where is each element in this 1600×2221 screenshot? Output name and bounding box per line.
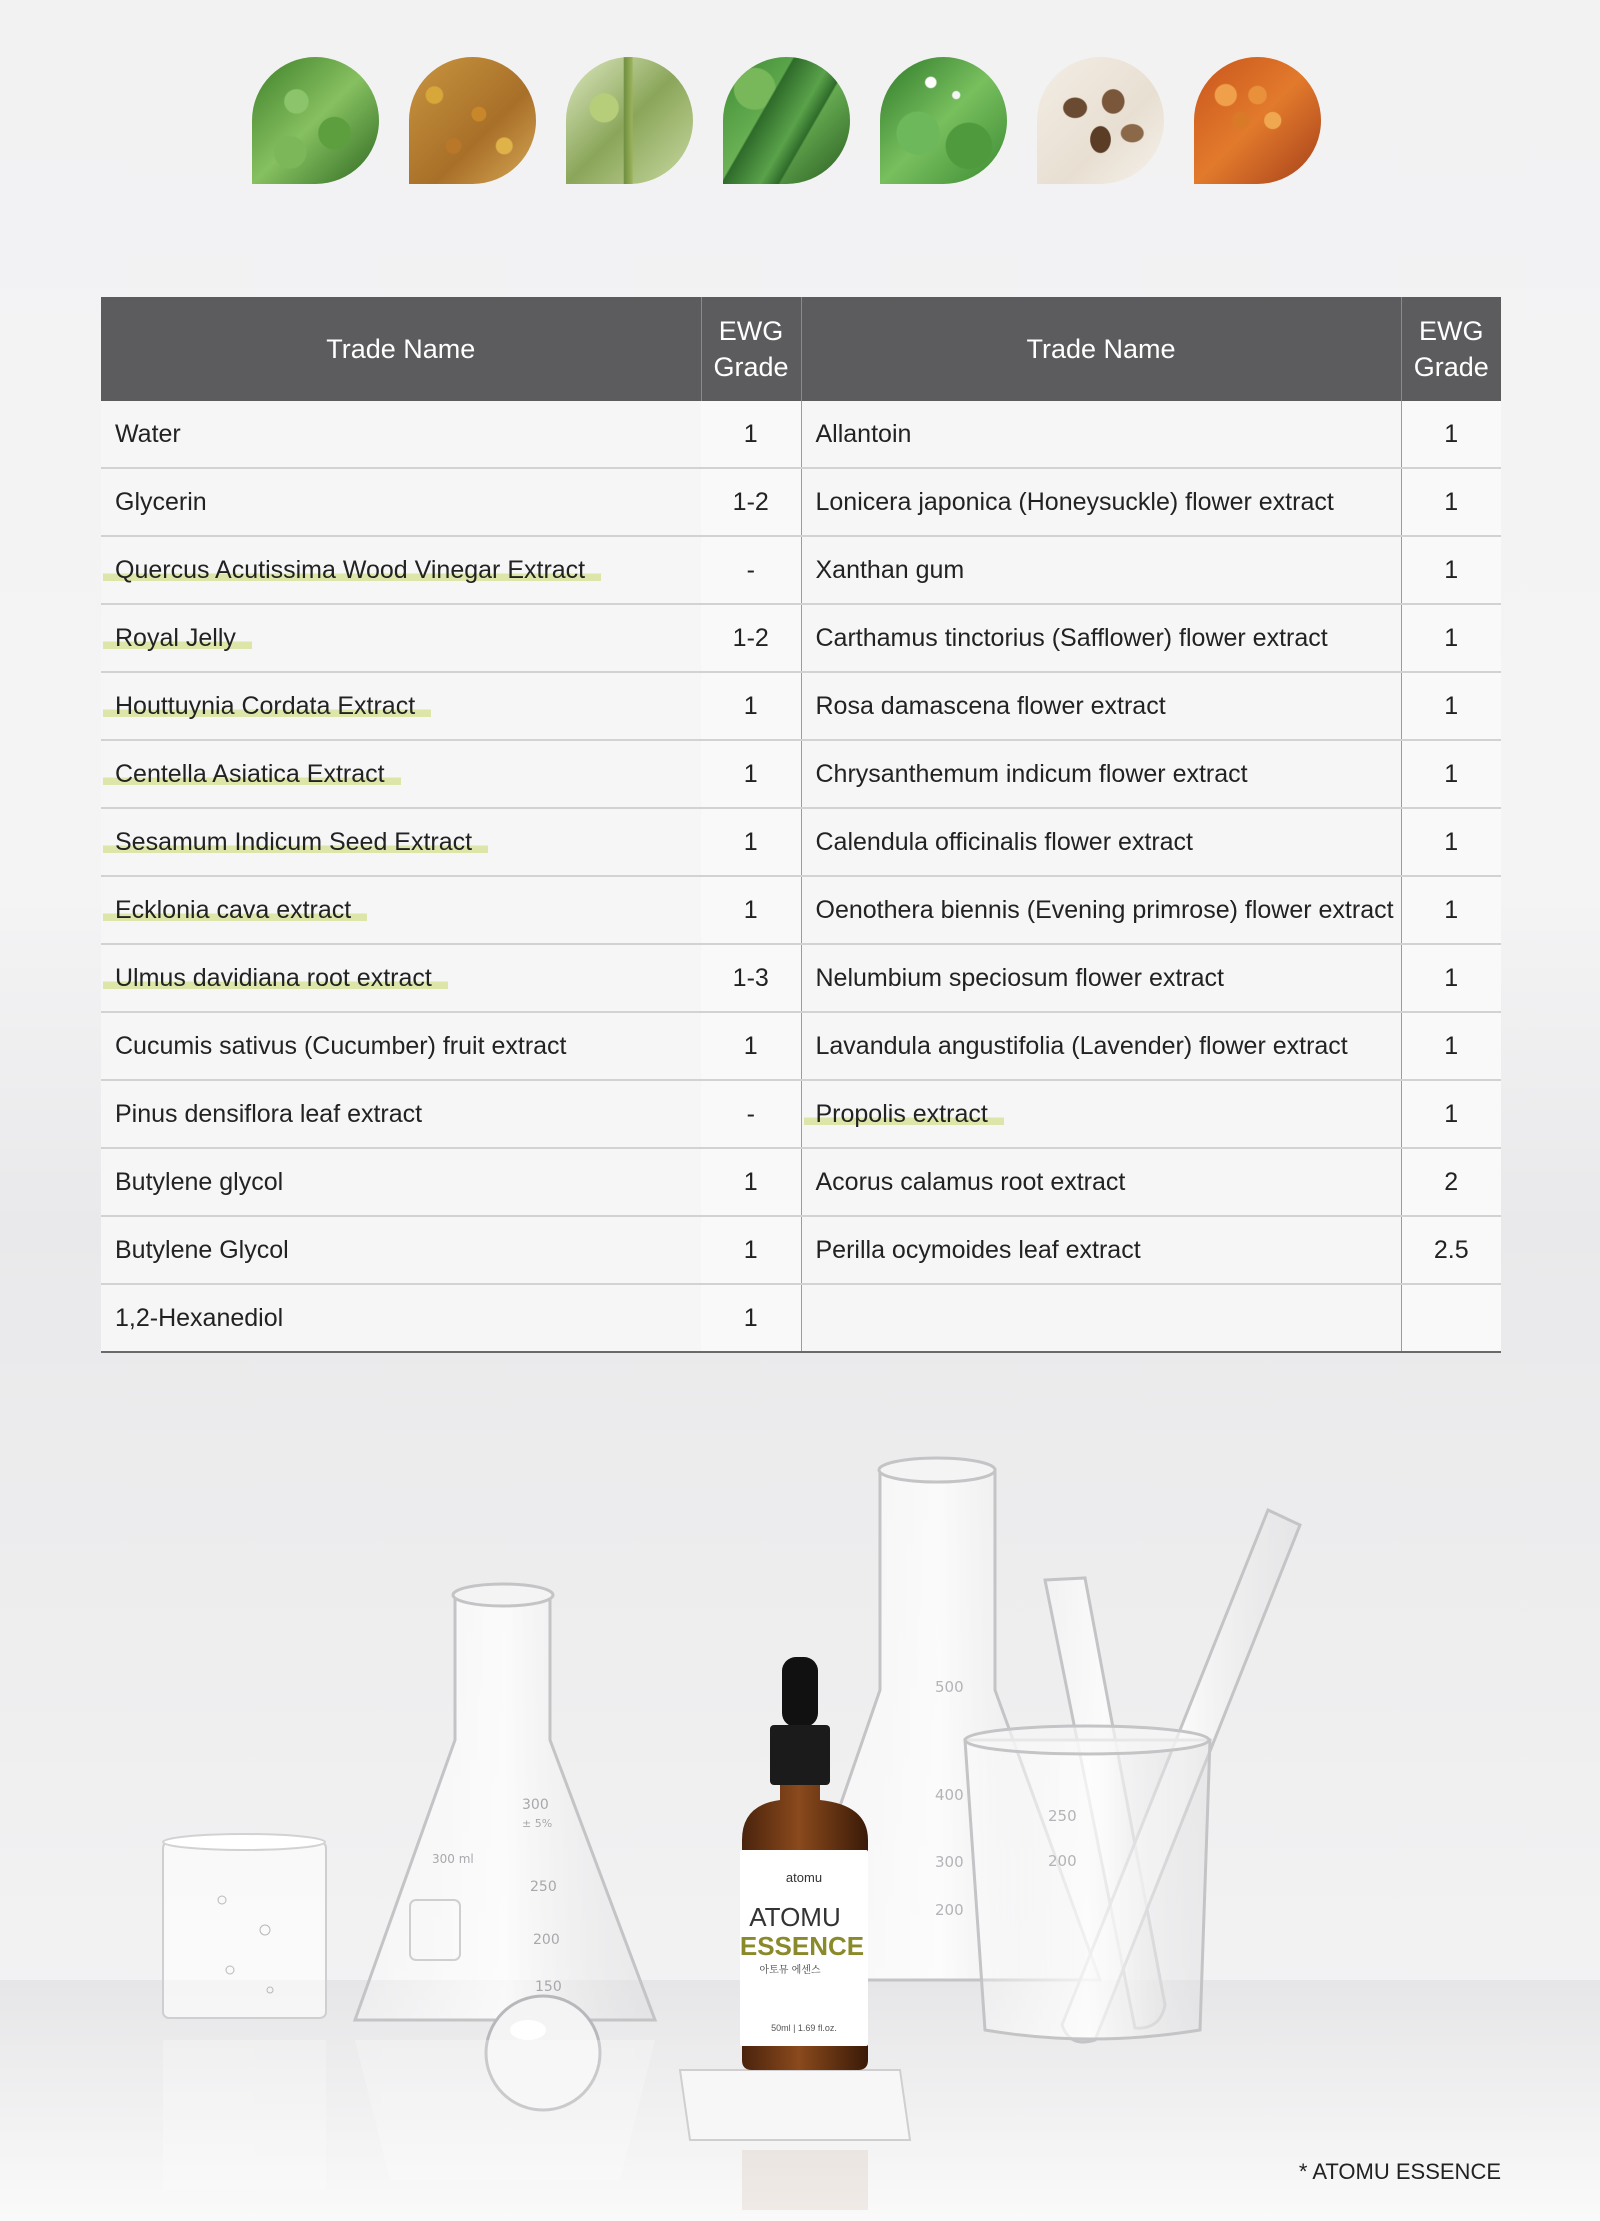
small-flask-volume-label: 300 ml — [432, 1852, 474, 1866]
table-row — [101, 468, 1501, 536]
right-ewg-grade: 1 — [1401, 604, 1501, 672]
right-ewg-grade — [1401, 1284, 1501, 1352]
header-ewg-grade-right: EWG Grade — [1401, 297, 1501, 401]
table-row — [101, 604, 1501, 672]
bottle-title-essence: ESSENCE — [739, 1931, 865, 1961]
header-trade-name-left: Trade Name — [101, 297, 701, 401]
product-caption: * ATOMU ESSENCE — [1298, 2159, 1501, 2184]
highlighted-ingredient: Ecklonia cava extract — [103, 896, 367, 924]
table-row — [101, 401, 1501, 468]
small-flask-mark-300: 300 — [522, 1797, 549, 1813]
left-trade-name: 1,2-Hexanediol — [101, 1284, 701, 1352]
right-trade-name: Acorus calamus root extract — [801, 1148, 1401, 1216]
right-ewg-grade: 1 — [1401, 536, 1501, 604]
table-row — [101, 536, 1501, 604]
acrylic-cylinder — [163, 1834, 326, 2018]
highlighted-ingredient: Ulmus davidiana root extract — [103, 964, 448, 992]
table-row — [101, 1012, 1501, 1080]
large-flask-mark-300: 300 — [935, 1853, 964, 1871]
table-row — [101, 1148, 1501, 1216]
left-trade-name: Cucumis sativus (Cucumber) fruit extract — [101, 1012, 701, 1080]
right-trade-name: Allantoin — [801, 401, 1401, 468]
small-erlenmeyer-flask — [355, 1584, 655, 2020]
mugwort-leaf-image — [252, 57, 379, 184]
left-ewg-grade: 1 — [701, 808, 801, 876]
small-flask-mark-200: 200 — [533, 1932, 560, 1948]
highlighted-ingredient: Centella Asiatica Extract — [103, 760, 401, 788]
small-flask-mark-tolerance: ± 5% — [522, 1817, 553, 1830]
left-ewg-grade: 1 — [701, 401, 801, 468]
right-trade-name — [801, 1284, 1401, 1352]
highlighted-ingredient: Houttuynia Cordata Extract — [103, 692, 431, 720]
left-trade-name: Pinus densiflora leaf extract — [101, 1080, 701, 1148]
dropper-bulb — [782, 1657, 818, 1727]
right-trade-name: Nelumbium speciosum flower extract — [801, 944, 1401, 1012]
large-flask-mark-500: 500 — [935, 1678, 964, 1696]
left-trade-name: Butylene Glycol — [101, 1216, 701, 1284]
right-ewg-grade: 2 — [1401, 1148, 1501, 1216]
left-ewg-grade: - — [701, 1080, 801, 1148]
right-trade-name: Rosa damascena flower extract — [801, 672, 1401, 740]
table-row — [101, 1216, 1501, 1284]
left-ewg-grade: - — [701, 536, 801, 604]
left-trade-name — [101, 876, 701, 944]
table-row — [101, 672, 1501, 740]
right-trade-name: Calendula officinalis flower extract — [801, 808, 1401, 876]
right-ewg-grade: 1 — [1401, 740, 1501, 808]
right-ewg-grade: 1 — [1401, 468, 1501, 536]
header-trade-name-right: Trade Name — [801, 297, 1401, 401]
table-row — [101, 1080, 1501, 1148]
right-trade-name: Lonicera japonica (Honeysuckle) flower extract — [801, 468, 1401, 536]
atomu-essence-bottle — [740, 1657, 868, 2070]
beaker-mark-200: 200 — [1048, 1852, 1077, 1870]
small-flask-mark-250: 250 — [530, 1879, 557, 1895]
acrylic-block — [680, 2070, 910, 2140]
right-ewg-grade: 1 — [1401, 1012, 1501, 1080]
right-trade-name: Xanthan gum — [801, 536, 1401, 604]
highlighted-ingredient: Quercus Acutissima Wood Vinegar Extract — [103, 556, 601, 584]
right-trade-name: Chrysanthemum indicum flower extract — [801, 740, 1401, 808]
right-trade-name: Carthamus tinctorius (Safflower) flower extract — [801, 604, 1401, 672]
herb-sprig-image — [566, 57, 693, 184]
bottle-korean-name: 아토뮤 에센스 — [759, 1965, 821, 1976]
right-trade-name: Oenothera biennis (Evening primrose) flower extract — [801, 876, 1401, 944]
beaker-mark-250: 250 — [1048, 1807, 1077, 1825]
left-ewg-grade: 1 — [701, 1216, 801, 1284]
left-ewg-grade: 1-2 — [701, 604, 801, 672]
bottle-brand: atomu — [785, 1870, 823, 1885]
header-ewg-grade-left: EWG Grade — [701, 297, 801, 401]
left-trade-name — [101, 808, 701, 876]
left-ewg-grade: 1-3 — [701, 944, 801, 1012]
left-trade-name — [101, 604, 701, 672]
left-ewg-grade: 1 — [701, 672, 801, 740]
left-ewg-grade: 1 — [701, 1148, 801, 1216]
left-ewg-grade: 1 — [701, 1284, 801, 1352]
left-trade-name — [101, 536, 701, 604]
lab-glassware-scene — [0, 1380, 1600, 2221]
right-ewg-grade: 1 — [1401, 808, 1501, 876]
right-trade-name: Perilla ocymoides leaf extract — [801, 1216, 1401, 1284]
table-row — [101, 740, 1501, 808]
right-ewg-grade: 1 — [1401, 672, 1501, 740]
left-trade-name: Water — [101, 401, 701, 468]
table-row — [101, 944, 1501, 1012]
left-ewg-grade: 1 — [701, 1012, 801, 1080]
bee-pollen-image — [409, 57, 536, 184]
bottle-volume: 50ml | 1.69 fl.oz. — [771, 2023, 837, 2033]
highlighted-ingredient: Propolis extract — [804, 1100, 1004, 1128]
left-ewg-grade: 1 — [701, 876, 801, 944]
ingredient-image-strip — [0, 57, 1600, 187]
small-flask-mark-150: 150 — [535, 1979, 562, 1995]
dropper-cap — [770, 1725, 830, 1785]
right-ewg-grade: 1 — [1401, 1080, 1501, 1148]
left-trade-name — [101, 672, 701, 740]
glass-beaker — [965, 1726, 1210, 2039]
right-trade-name — [801, 1080, 1401, 1148]
right-ewg-grade: 1 — [1401, 401, 1501, 468]
ingredient-table — [101, 297, 1501, 1353]
left-trade-name: Glycerin — [101, 468, 701, 536]
green-leaves-flowers-image — [880, 57, 1007, 184]
right-ewg-grade: 2.5 — [1401, 1216, 1501, 1284]
highlighted-ingredient: Royal Jelly — [103, 624, 252, 652]
bottle-title-atomu: ATOMU — [749, 1902, 841, 1932]
dried-root-image — [1037, 57, 1164, 184]
left-trade-name — [101, 944, 701, 1012]
cucumber-image — [723, 57, 850, 184]
right-ewg-grade: 1 — [1401, 876, 1501, 944]
left-trade-name: Butylene glycol — [101, 1148, 701, 1216]
highlighted-ingredient: Sesamum Indicum Seed Extract — [103, 828, 488, 856]
left-ewg-grade: 1-2 — [701, 468, 801, 536]
right-ewg-grade: 1 — [1401, 944, 1501, 1012]
left-trade-name — [101, 740, 701, 808]
table-row — [101, 808, 1501, 876]
honeycomb-image — [1194, 57, 1321, 184]
large-flask-mark-400: 400 — [935, 1786, 964, 1804]
large-flask-mark-200: 200 — [935, 1901, 964, 1919]
right-trade-name: Lavandula angustifolia (Lavender) flower extract — [801, 1012, 1401, 1080]
table-row — [101, 876, 1501, 944]
left-ewg-grade: 1 — [701, 740, 801, 808]
table-header-row — [101, 297, 1501, 401]
table-row — [101, 1284, 1501, 1352]
